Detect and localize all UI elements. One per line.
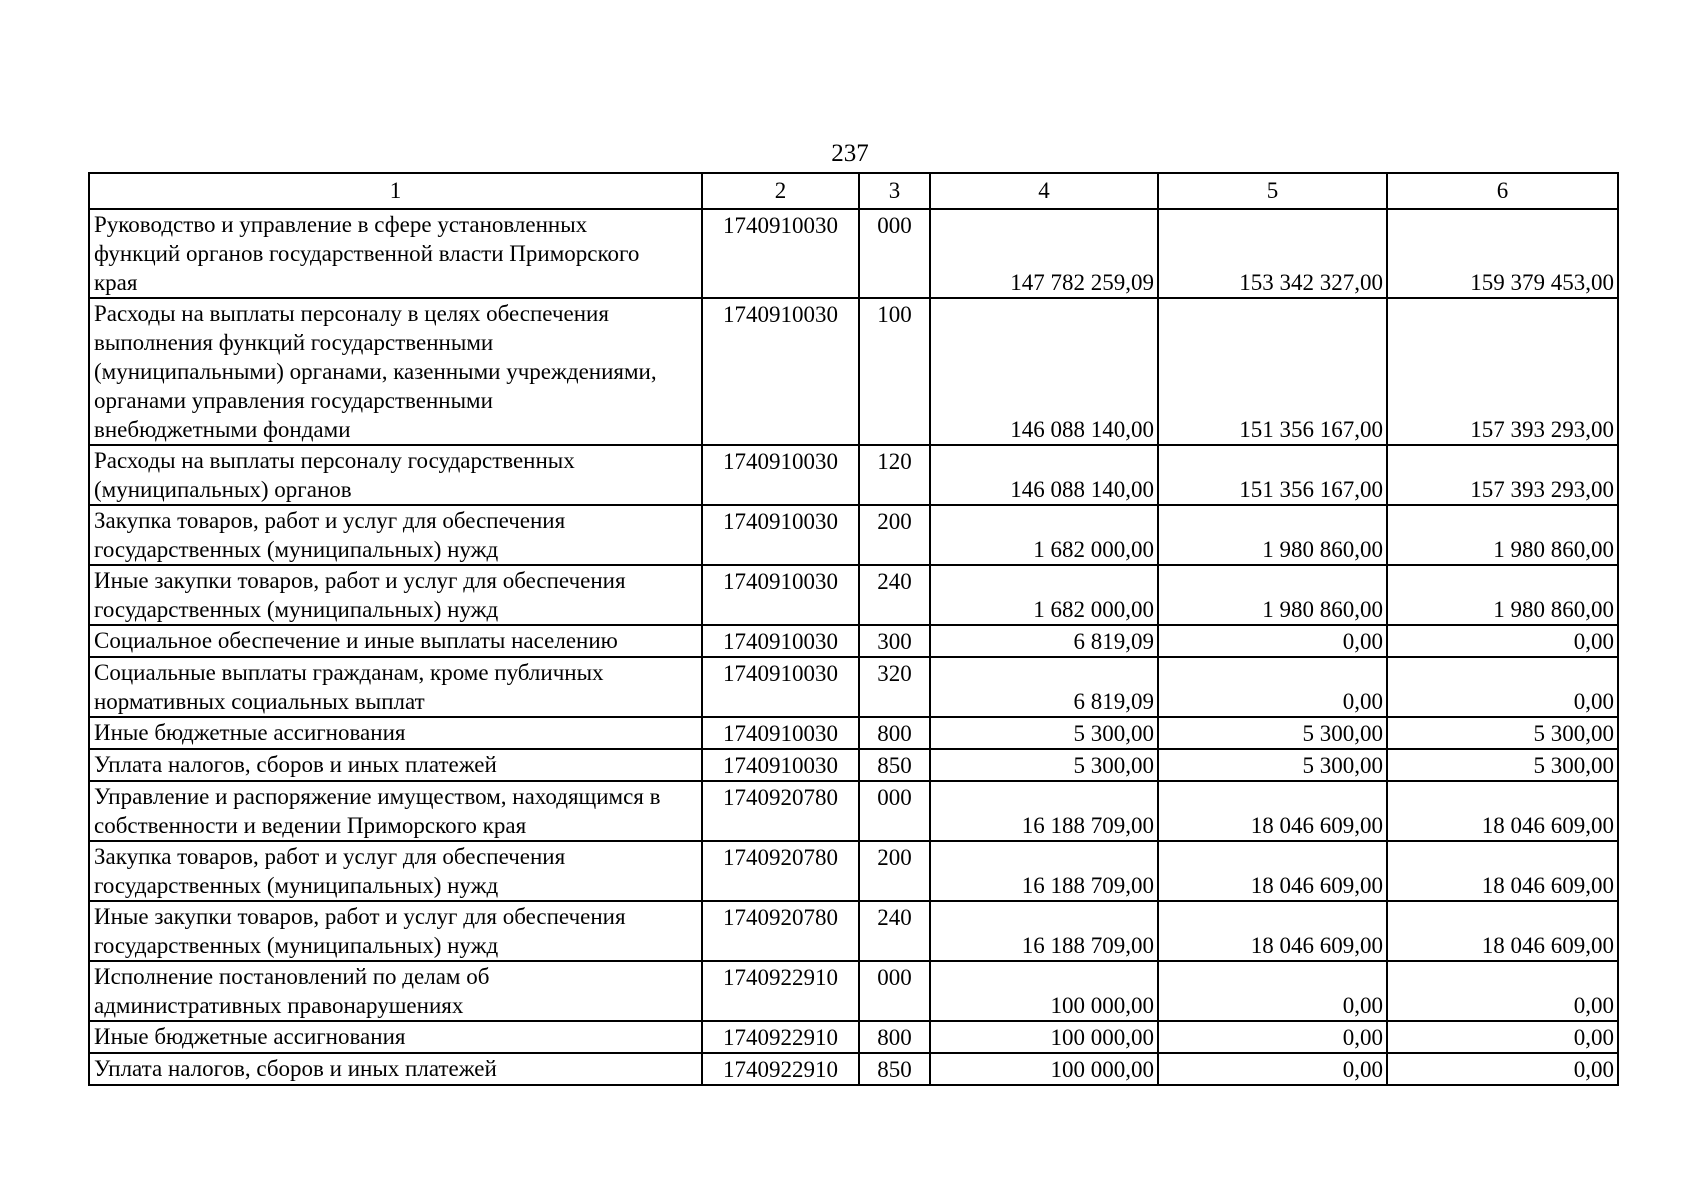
column-header: 6 bbox=[1387, 173, 1618, 209]
amount-col5-cell: 18 046 609,00 bbox=[1158, 781, 1387, 841]
table-row bbox=[89, 717, 1618, 749]
amount-col5-cell: 18 046 609,00 bbox=[1158, 901, 1387, 961]
row-name-cell bbox=[89, 781, 702, 841]
expense-type-code-cell: 850 bbox=[859, 749, 930, 781]
amount-col6-cell: 157 393 293,00 bbox=[1387, 445, 1618, 505]
target-article-code-cell: 1740920780 bbox=[702, 841, 859, 901]
row-name-line: функций органов государственной власти Приморского bbox=[94, 241, 640, 266]
table-row bbox=[89, 657, 1618, 717]
page-number: 237 bbox=[831, 140, 869, 167]
amount-col6-cell: 1 980 860,00 bbox=[1387, 565, 1618, 625]
amount-col4-cell: 1 682 000,00 bbox=[930, 565, 1158, 625]
row-name-line: края bbox=[94, 270, 138, 295]
amount-col6-cell: 157 393 293,00 bbox=[1387, 298, 1618, 445]
target-article-code-cell: 1740910030 bbox=[702, 445, 859, 505]
row-name-line: государственных (муниципальных) нужд bbox=[94, 873, 499, 898]
table-row bbox=[89, 1053, 1618, 1085]
row-name-line: (муниципальными) органами, казенными учреждениями, bbox=[94, 359, 657, 384]
row-name-line: административных правонарушениях bbox=[94, 993, 464, 1018]
row-name-cell bbox=[89, 505, 702, 565]
amount-col4-cell: 146 088 140,00 bbox=[930, 298, 1158, 445]
row-name-cell bbox=[89, 657, 702, 717]
budget-table bbox=[88, 172, 1619, 1086]
expense-type-code-cell: 120 bbox=[859, 445, 930, 505]
expense-type-code-cell: 800 bbox=[859, 1021, 930, 1053]
target-article-code-cell: 1740910030 bbox=[702, 717, 859, 749]
table-row bbox=[89, 298, 1618, 445]
amount-col6-cell: 5 300,00 bbox=[1387, 749, 1618, 781]
target-article-code-cell: 1740910030 bbox=[702, 209, 859, 298]
amount-col5-cell: 1 980 860,00 bbox=[1158, 565, 1387, 625]
amount-col4-cell: 6 819,09 bbox=[930, 625, 1158, 657]
amount-col5-cell: 18 046 609,00 bbox=[1158, 841, 1387, 901]
amount-col4-cell: 5 300,00 bbox=[930, 717, 1158, 749]
expense-type-code-cell: 800 bbox=[859, 717, 930, 749]
row-name-line: Руководство и управление в сфере установленных bbox=[94, 212, 588, 237]
column-header: 2 bbox=[702, 173, 859, 209]
table-body bbox=[89, 209, 1618, 1085]
row-name-line: государственных (муниципальных) нужд bbox=[94, 537, 499, 562]
amount-col4-cell: 5 300,00 bbox=[930, 749, 1158, 781]
row-name-cell bbox=[89, 1053, 702, 1085]
expense-type-code-cell: 300 bbox=[859, 625, 930, 657]
row-name-line: Закупка товаров, работ и услуг для обеспечения bbox=[94, 844, 566, 869]
row-name-cell bbox=[89, 445, 702, 505]
amount-col5-cell: 0,00 bbox=[1158, 1021, 1387, 1053]
row-name-line: государственных (муниципальных) нужд bbox=[94, 597, 499, 622]
expense-type-code-cell: 850 bbox=[859, 1053, 930, 1085]
amount-col6-cell: 0,00 bbox=[1387, 625, 1618, 657]
amount-col6-cell: 1 980 860,00 bbox=[1387, 505, 1618, 565]
row-name-cell bbox=[89, 298, 702, 445]
target-article-code-cell: 1740910030 bbox=[702, 298, 859, 445]
row-name-cell bbox=[89, 717, 702, 749]
target-article-code-cell: 1740922910 bbox=[702, 961, 859, 1021]
expense-type-code-cell: 240 bbox=[859, 901, 930, 961]
table-row bbox=[89, 565, 1618, 625]
column-header: 4 bbox=[930, 173, 1158, 209]
target-article-code-cell: 1740910030 bbox=[702, 565, 859, 625]
amount-col4-cell: 100 000,00 bbox=[930, 961, 1158, 1021]
target-article-code-cell: 1740910030 bbox=[702, 749, 859, 781]
target-article-code-cell: 1740910030 bbox=[702, 625, 859, 657]
table-row bbox=[89, 209, 1618, 298]
amount-col5-cell: 151 356 167,00 bbox=[1158, 298, 1387, 445]
amount-col6-cell: 18 046 609,00 bbox=[1387, 901, 1618, 961]
amount-col5-cell: 0,00 bbox=[1158, 657, 1387, 717]
column-header: 3 bbox=[859, 173, 930, 209]
amount-col5-cell: 0,00 bbox=[1158, 1053, 1387, 1085]
amount-col6-cell: 5 300,00 bbox=[1387, 717, 1618, 749]
column-header: 5 bbox=[1158, 173, 1387, 209]
amount-col6-cell: 0,00 bbox=[1387, 657, 1618, 717]
amount-col4-cell: 16 188 709,00 bbox=[930, 781, 1158, 841]
amount-col5-cell: 5 300,00 bbox=[1158, 749, 1387, 781]
amount-col6-cell: 0,00 bbox=[1387, 1053, 1618, 1085]
row-name-line: Социальное обеспечение и иные выплаты населению bbox=[94, 628, 618, 653]
amount-col5-cell: 151 356 167,00 bbox=[1158, 445, 1387, 505]
row-name-line: Закупка товаров, работ и услуг для обеспечения bbox=[94, 508, 566, 533]
target-article-code-cell: 1740910030 bbox=[702, 657, 859, 717]
row-name-cell bbox=[89, 841, 702, 901]
table-row bbox=[89, 901, 1618, 961]
row-name-line: нормативных социальных выплат bbox=[94, 689, 425, 714]
expense-type-code-cell: 000 bbox=[859, 961, 930, 1021]
row-name-cell bbox=[89, 901, 702, 961]
row-name-cell bbox=[89, 961, 702, 1021]
amount-col4-cell: 16 188 709,00 bbox=[930, 841, 1158, 901]
amount-col5-cell: 0,00 bbox=[1158, 625, 1387, 657]
row-name-line: Расходы на выплаты персоналу государственных bbox=[94, 448, 575, 473]
table-row bbox=[89, 781, 1618, 841]
amount-col4-cell: 146 088 140,00 bbox=[930, 445, 1158, 505]
table-header-row bbox=[89, 173, 1618, 209]
row-name-line: Иные бюджетные ассигнования bbox=[94, 1024, 406, 1049]
amount-col5-cell: 5 300,00 bbox=[1158, 717, 1387, 749]
expense-type-code-cell: 100 bbox=[859, 298, 930, 445]
amount-col5-cell: 0,00 bbox=[1158, 961, 1387, 1021]
table-row bbox=[89, 841, 1618, 901]
expense-type-code-cell: 200 bbox=[859, 505, 930, 565]
row-name-line: собственности и ведении Приморского края bbox=[94, 813, 527, 838]
column-header: 1 bbox=[89, 173, 702, 209]
amount-col4-cell: 1 682 000,00 bbox=[930, 505, 1158, 565]
target-article-code-cell: 1740920780 bbox=[702, 901, 859, 961]
row-name-cell bbox=[89, 209, 702, 298]
target-article-code-cell: 1740922910 bbox=[702, 1053, 859, 1085]
expense-type-code-cell: 240 bbox=[859, 565, 930, 625]
target-article-code-cell: 1740910030 bbox=[702, 505, 859, 565]
row-name-cell bbox=[89, 625, 702, 657]
expense-type-code-cell: 000 bbox=[859, 781, 930, 841]
amount-col4-cell: 6 819,09 bbox=[930, 657, 1158, 717]
table-row bbox=[89, 505, 1618, 565]
row-name-cell bbox=[89, 1021, 702, 1053]
amount-col4-cell: 147 782 259,09 bbox=[930, 209, 1158, 298]
row-name-line: выполнения функций государственными bbox=[94, 330, 494, 355]
expense-type-code-cell: 320 bbox=[859, 657, 930, 717]
row-name-line: (муниципальных) органов bbox=[94, 477, 352, 502]
table-row bbox=[89, 625, 1618, 657]
row-name-line: Иные закупки товаров, работ и услуг для обеспечения bbox=[94, 904, 626, 929]
row-name-line: Расходы на выплаты персоналу в целях обеспечения bbox=[94, 301, 609, 326]
row-name-line: внебюджетными фондами bbox=[94, 417, 351, 442]
table-row bbox=[89, 961, 1618, 1021]
table-row bbox=[89, 1021, 1618, 1053]
row-name-line: государственных (муниципальных) нужд bbox=[94, 933, 499, 958]
row-name-line: органами управления государственными bbox=[94, 388, 493, 413]
amount-col5-cell: 1 980 860,00 bbox=[1158, 505, 1387, 565]
row-name-line: Исполнение постановлений по делам об bbox=[94, 964, 490, 989]
target-article-code-cell: 1740922910 bbox=[702, 1021, 859, 1053]
amount-col4-cell: 100 000,00 bbox=[930, 1021, 1158, 1053]
row-name-line: Социальные выплаты гражданам, кроме публичных bbox=[94, 660, 604, 685]
row-name-cell bbox=[89, 749, 702, 781]
row-name-line: Иные закупки товаров, работ и услуг для обеспечения bbox=[94, 568, 626, 593]
row-name-cell bbox=[89, 565, 702, 625]
amount-col6-cell: 0,00 bbox=[1387, 1021, 1618, 1053]
row-name-line: Уплата налогов, сборов и иных платежей bbox=[94, 1056, 497, 1081]
amount-col5-cell: 153 342 327,00 bbox=[1158, 209, 1387, 298]
amount-col4-cell: 100 000,00 bbox=[930, 1053, 1158, 1085]
table-row bbox=[89, 445, 1618, 505]
expense-type-code-cell: 000 bbox=[859, 209, 930, 298]
amount-col4-cell: 16 188 709,00 bbox=[930, 901, 1158, 961]
amount-col6-cell: 159 379 453,00 bbox=[1387, 209, 1618, 298]
amount-col6-cell: 18 046 609,00 bbox=[1387, 781, 1618, 841]
amount-col6-cell: 18 046 609,00 bbox=[1387, 841, 1618, 901]
row-name-line: Иные бюджетные ассигнования bbox=[94, 720, 406, 745]
expense-type-code-cell: 200 bbox=[859, 841, 930, 901]
target-article-code-cell: 1740920780 bbox=[702, 781, 859, 841]
amount-col6-cell: 0,00 bbox=[1387, 961, 1618, 1021]
table-row bbox=[89, 749, 1618, 781]
row-name-line: Уплата налогов, сборов и иных платежей bbox=[94, 752, 497, 777]
row-name-line: Управление и распоряжение имуществом, находящимся в bbox=[94, 784, 661, 809]
